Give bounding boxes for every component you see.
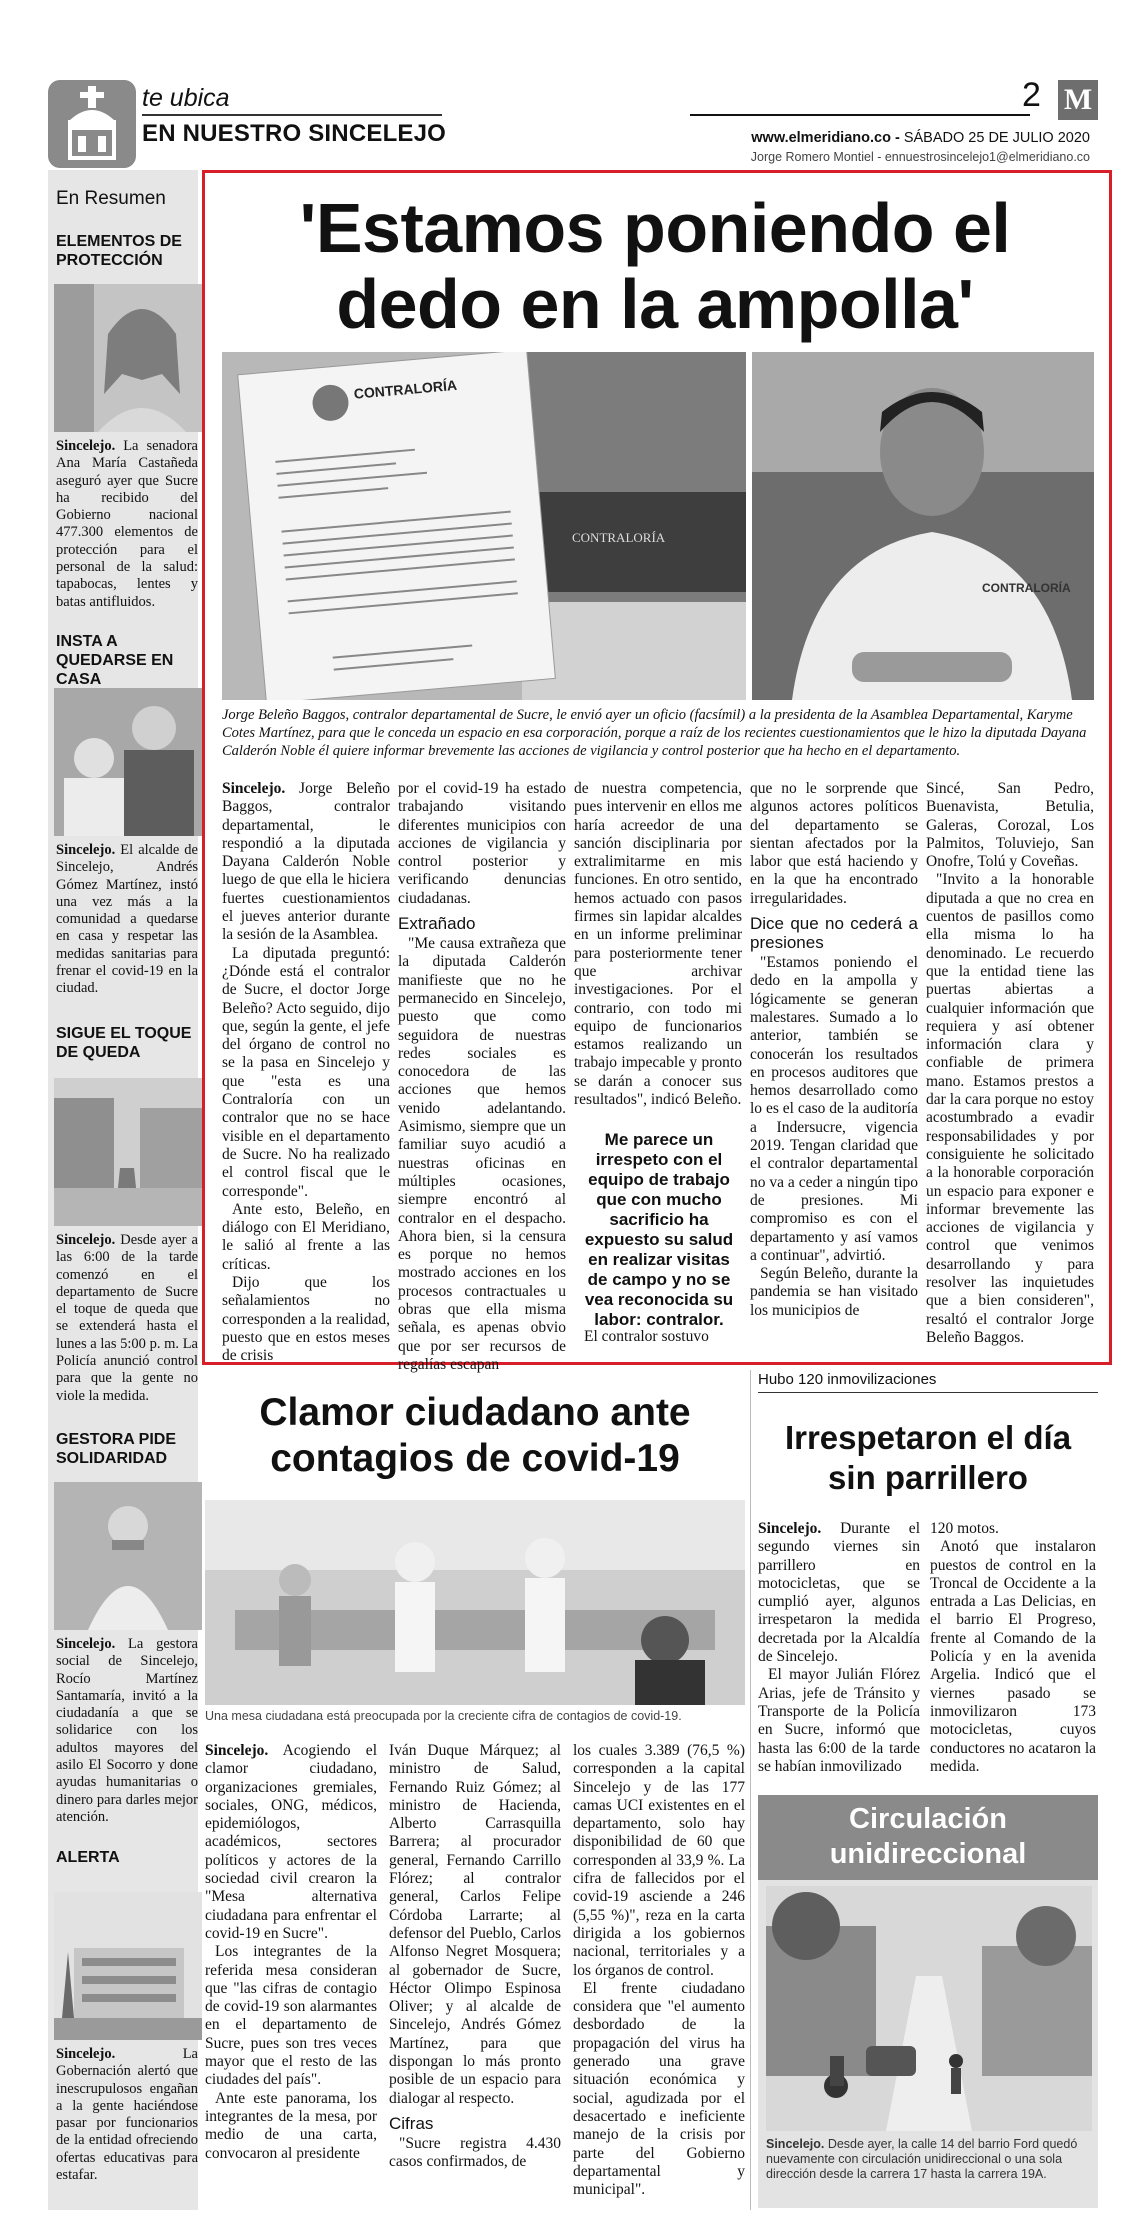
section-kicker: te ubica [142,84,230,112]
subhead: Extrañado [398,914,476,934]
main-story-column-3-end: El contralor sostuvo [584,1328,709,1345]
column-divider [750,1370,751,2210]
photo-covid-testing [205,1500,745,1705]
divider [690,114,1030,116]
parrillero-column-2: 120 motos. Anotó que instalaron puestos de control en la Troncal de Occidente a la entrada a Las Delicias, en el barrio El Progreso, frente al Comando de la Policía y en la avenida Argelia. Indicó que el viernes pasado se inmovilizaron 173 motocicletas, cuyos conductores no acataron la medida. [930,1520,1096,1775]
divider [758,1392,1098,1393]
clamor-column-3: los cuales 3.389 (76,5 %) corresponden a la capital Sincelejo y de las 177 camas UCI existentes en el departamento, solo hay disponibilidad de 60 que corresponden al 33,9 %. La cifra de fallecidos por el covid-19 asciende a 246 (5,55 %)", reza en la carta dirigida a los gobiernos nacional, territoriales y a los órganos de control. El frente ciudadano considera que "el aumento desbordado de la propagación del virus ha generado una grave situación económica y social, agudizada por el desacertado e ineficiente manejo de la crisis por parte del Gobierno departamental y municipal". [573,1742,745,2199]
shirt-logo: CONTRALORÍA [982,581,1071,595]
page-number: 2 [1022,76,1041,114]
circulacion-caption: Sincelejo. Desde ayer, la calle 14 del barrio Ford quedó nuevamente con circulación unidireccional o una sola dirección desde la carrera 17 hasta la carrera 19A. [766,2137,1078,2181]
sidebar-title: En Resumen [56,188,166,209]
parrillero-column-1: Sincelejo. Durante el segundo viernes sin parrillero en motocicletas, que se cumplió ayer, algunos irrespetaron la medida decretada por la Alcaldía de Sincelejo. El mayor Julián Flórez Arias, jefe de Tránsito y Transporte de la Policía en Sucre, informó que hasta las 6:00 de la tarde se habían inmovilizado [758,1520,920,1775]
subhead: Dice que no cederá a presiones [750,914,918,953]
brief-heading: GESTORA PIDE SOLIDARIDAD [56,1431,177,1467]
brief-photo-gestora [54,1482,202,1630]
photo-letter-building [222,352,746,700]
clamor-headline: Clamor ciudadano ante contagios de covid-19 [259,1391,691,1480]
main-story-column-2: por el covid-19 ha estado trabajando visitando diferentes municipios con acciones de vigilancia y control posterior y verificando denuncias ciudadanas. Extrañado "Me causa extrañeza que la diputada Calderón manifieste que no he permanecido en Sincelejo, puesto que como seguidora de nuestras redes sociales es conocedora de las acciones que hemos venido adelantando. Asimismo, siempre que un familiar suyo acudió a nuestras oficinas en múltiples ocasiones, siempre encontró al contralor en el despacho. Ahora bien, si la censura es porque no hemos mostrado acciones en los procesos contractuales u obras que ella misma señala, es apenas obvio que por ser recursos de regalías escapan [398,780,566,1373]
brief-text: Sincelejo. La gestora social de Sincelejo, Rocío Martínez Santamaría, invitó a la ciudadanía a que se solidarice con los adultos mayores del asilo El Socorro y done ayudas humanitarias o dinero para darles mejor atención. [56,1636,198,1825]
photo-street-traffic [766,1886,1092,2131]
section-title: EN NUESTRO SINCELEJO [142,120,447,147]
section-logo [48,80,136,168]
main-story-column-3: de nuestra competencia, pues intervenir en ellos me haría acreedor de una sanción disciplinaria por extralimitarme en mis funciones. En otro sentido, hemos actuado con pasos firmes sin lapidar alcaldes en un informe preliminar para posteriormente tener que archivar investigaciones. Por el contrario, con todo mi equipo de funcionarios estamos realizando un trabajo impecable y pronto se darán a conocer sus resultados", indicó Beleño. [574,780,742,1109]
main-story-column-4: que no le sorprende que algunos actores políticos del departamento se sientan afectados por la labor que está haciendo y en la que ha encontrado irregularidades. Dice que no cederá a presiones "Estamos poniendo el dedo en la ampolla y lógicamente se generan malestares. Sumado a lo anterior, también se conocerán los resultados en procesos auditores que hemos desarrollado como lo es el caso de la auditoría a Indersucre, vigencia 2019. Tengan claridad que el contralor departamental no va a ceder a ningún tipo de presiones. Mi compromiso es con el departamento y así vamos a continuar", advirtió. Según Beleño, durante la pandemia se han visitado los municipios de [750,780,918,1319]
newspaper-logo: M [1058,80,1098,120]
main-story-column-1: Sincelejo. Jorge Beleño Baggos, contralor departamental, le respondió a la diputada Dayana Calderón Noble luego de que ella le hiciera fuertes cuestionamientos el jueves anterior durante la sesión de la Asamblea. La diputada preguntó: ¿Dónde está el contralor de Sucre, el doctor Jorge Beleño? Acto seguido, dijo que, según la gente, el jefe del órgano de control no se la pasa en Sincelejo y que "esta es una Contraloría con un contralor que no se hace visible en el departamento de Sucre. No ha realizado el control fiscal que le corresponde". Ante esto, Beleño, en diálogo con El Meridiano, le salió al frente a las críticas. Dijo que los señalamientos no corresponden a la realidad, puesto que en estos meses de crisis [222,780,390,1365]
brief-photo-street [54,1078,202,1226]
issue-date: SÁBADO 25 DE JULIO 2020 [903,130,1090,146]
photo-contralor [752,352,1094,700]
building-sign: CONTRALORÍA [572,530,666,545]
parrillero-headline: Irrespetaron el día sin parrillero [784,1419,1072,1496]
brief-photo-building [54,1892,202,2040]
brief-text: Sincelejo. La senadora Ana María Castañeda aseguró ayer que Sucre ha recibido del Gobierno nacional 477.300 elementos de protección para el personal de la salud: tapabocas, lentes y batas antifluidos. [56,438,198,610]
brief-text: Sincelejo. La Gobernación alertó que inescrupulosos engañan a la gente haciéndose pasar por funcionarios de la entidad ofreciendo ofertas educativas para estafar. [56,2046,198,2184]
clamor-photo-caption: Una mesa ciudadana está preocupada por la creciente cifra de contagios de covid-19. [205,1709,682,1723]
brief-heading: ALERTA [56,1849,120,1866]
divider [142,114,442,116]
main-photo-caption: Jorge Beleño Baggos, contralor departamental de Sucre, le envió ayer un oficio (facsímil) a la presidenta de la Asamblea Departamental, Karyme Cotes Martínez, para que le conceda un espacio en esa corporación, porque a raíz de los recientes cuestionamientos que le hizo la diputada Dayana Calderón Noble él quiere informar brevemente las acciones de vigilancia y control posterior que ha hecho en el departamento. [222,707,1087,759]
brief-heading: ELEMENTOS DE PROTECCIÓN [56,233,182,269]
pull-quote: Me parece un irrespeto con el equipo de trabajo que con mucho sacrificio ha expuesto su salud en realizar visitas de campo y no se vea reconocida su labor: contralor. [584,1130,734,1329]
main-headline: 'Estamos poniendo el dedo en la ampolla' [299,189,1011,343]
church-icon [48,80,136,168]
author-line: Jorge Romero Montiel - ennuestrosincelejo1@elmeridiano.co [750,150,1090,164]
clamor-column-2: Iván Duque Márquez; al ministro de Salud, Fernando Ruiz Gómez; al ministro de Hacienda, Alberto Carrasquilla Barrera; al procurador general, Fernando Carrillo Flórez; al contralor general, Carlos Felipe Córdoba Larrarte; al defensor del Pueblo, Carlos Alfonso Negret Mosquera; al gobernador de Sucre, Héctor Olimpo Espinosa Oliver; y al alcalde de Sincelejo, Andrés Gómez Martínez, para que dispongan lo más pronto posible de un espacio para dialogar al respecto. Cifras "Sucre registra 4.430 casos confirmados, de [389,1742,561,2171]
main-story-column-5: Sincé, San Pedro, Buenavista, Betulia, Galeras, Corozal, Los Palmitos, Toluviejo, San Onofre, Tolú y Coveñas. "Invito a la honorable diputada a que no crea en cuentos de pasillos como ella misma lo ha denominado. Le recuerdo que la entidad tiene las puertas abiertas a cualquier información que requiera y así obtener información clara y confiable de primera mano. Estamos prestos a dar la cara porque no estoy acostumbrado a evadir responsabilidades y por consiguiente he solicitado a la honorable corporación un espacio para exponer e informar brevemente las acciones de vigilancia y control que venimos desarrollando y para resolver las inquietudes que a bien consideren", resaltó el contralor Jorge Beleño Baggos. [926,780,1094,1346]
brief-photo-senator [54,284,202,432]
subhead: Cifras [389,2113,434,2133]
circulacion-headline: Circulación unidireccional [829,1803,1027,1870]
brief-text: Sincelejo. Desde ayer a las 6:00 de la tarde comenzó en el departamento de Sucre el toque de queda que se extenderá hasta el lunes a las 5:00 p. m. La Policía anunció control para que la gente no viole la medida. [56,1232,198,1404]
brief-heading: INSTA A QUEDARSE EN CASA [56,633,174,688]
parrillero-kicker: Hubo 120 inmovilizaciones [758,1371,937,1388]
clamor-column-1: Sincelejo. Acogiendo el clamor ciudadano, organizaciones gremiales, sociales, ONG, médicos, epidemiólogos, académicos, sectores políticos y actores de la sociedad civil crearon la "Mesa alternativa ciudadana para enfrentar el covid-19 en Sucre". Los integrantes de la referida mesa consideran que "las cifras de contagio de covid-19 son alarmantes en el departamento de Sucre, pues son tres veces mayor que el resto de las ciudades del país". Ante este panorama, los integrantes de la mesa, por medio de una carta, convocaron al presidente [205,1742,377,2162]
brief-heading: SIGUE EL TOQUE DE QUEDA [56,1025,192,1061]
letter-brand: CONTRALORÍA [353,376,458,402]
brief-text: Sincelejo. El alcalde de Sincelejo, Andrés Gómez Martínez, instó una vez más a la comunidad a quedarse en casa y respetar las medidas sanitarias para frenar el covid-19 en la ciudad. [56,842,198,997]
website-date: www.elmeridiano.co - SÁBADO 25 DE JULIO 2020 [751,130,1090,146]
website-link[interactable]: www.elmeridiano.co [751,130,891,146]
brief-photo-mayor [54,688,202,836]
